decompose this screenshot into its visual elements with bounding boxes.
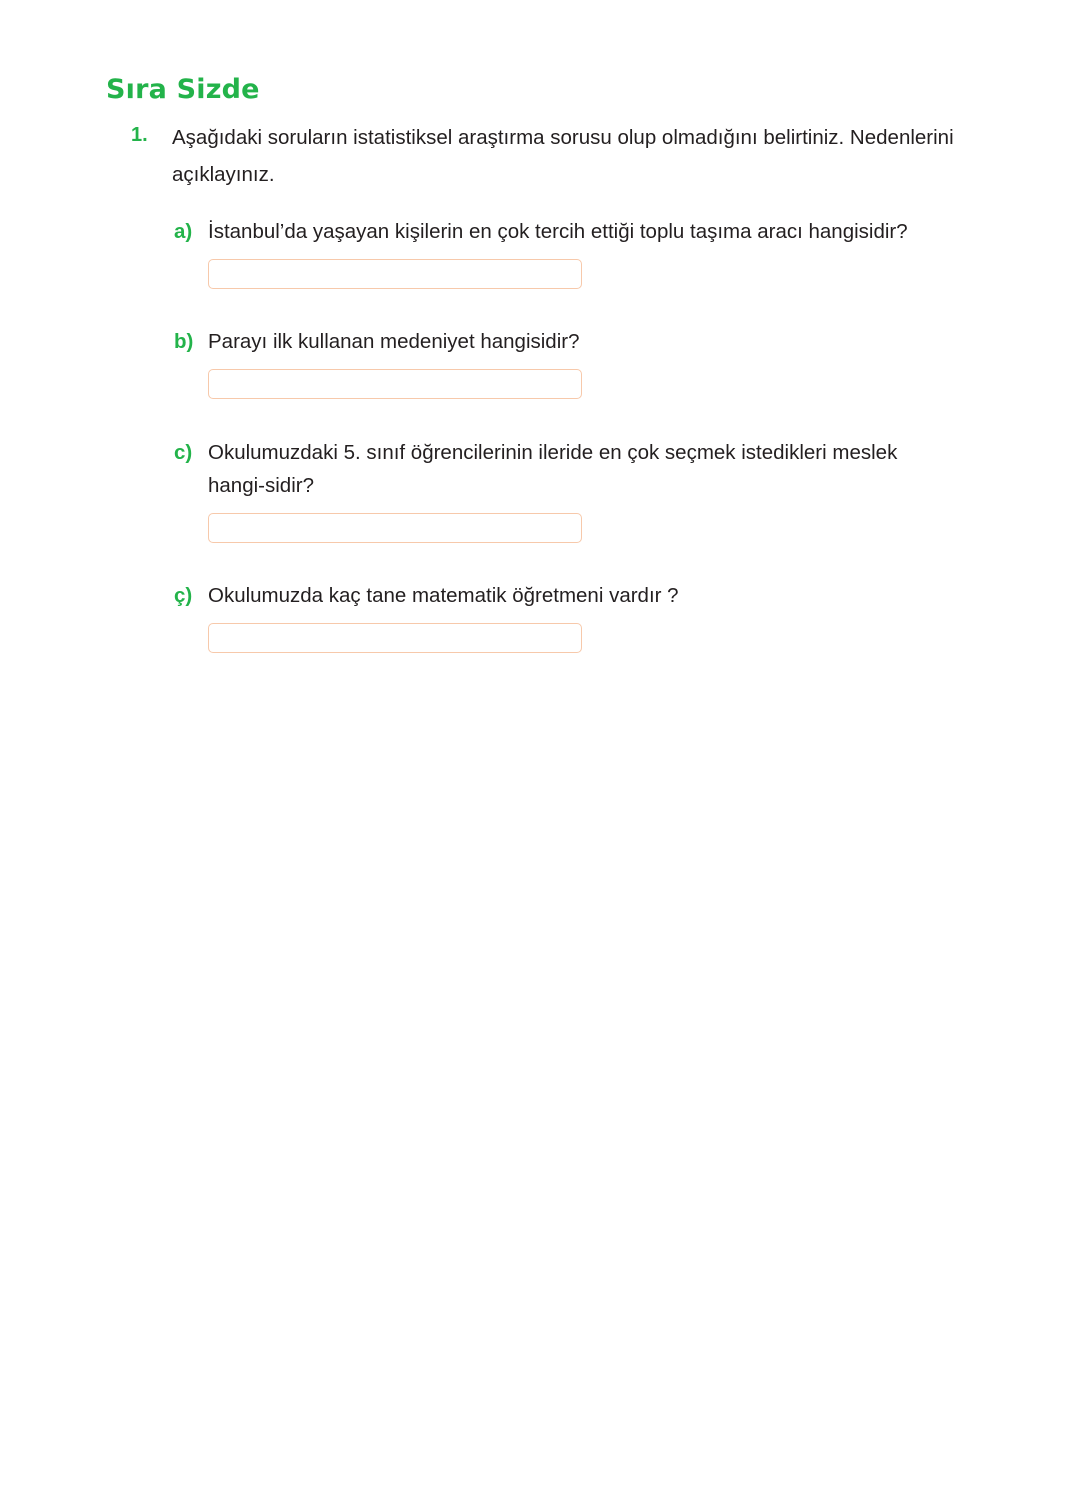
answer-box-c-cedilla[interactable]	[208, 623, 582, 653]
answer-box-b[interactable]	[208, 369, 582, 399]
sub-question-label: c)	[174, 441, 193, 464]
question-number: 1.	[131, 124, 148, 146]
question-text: Aşağıdaki soruların istatistiksel araştırma sorusu olup olmadığını belirtiniz. Nedenlerini açıklayınız.	[172, 126, 954, 186]
answer-box-a[interactable]	[208, 259, 582, 289]
sub-question-label: a)	[174, 220, 193, 243]
section-title: Sıra Sizde	[106, 74, 260, 105]
sub-question-label: b)	[174, 330, 194, 353]
sub-question-text: Parayı ilk kullanan medeniyet hangisidir?	[208, 330, 580, 353]
answer-box-c[interactable]	[208, 513, 582, 543]
sub-question-text: Okulumuzda kaç tane matematik öğretmeni vardır ?	[208, 584, 679, 607]
sub-question-label: ç)	[174, 584, 193, 607]
sub-question-text: İstanbul’da yaşayan kişilerin en çok tercih ettiği toplu taşıma aracı hangisidir?	[208, 220, 908, 243]
sub-question-text: Okulumuzdaki 5. sınıf öğrencilerinin ileride en çok seçmek istedikleri meslek hangi-sidir?	[208, 441, 898, 497]
